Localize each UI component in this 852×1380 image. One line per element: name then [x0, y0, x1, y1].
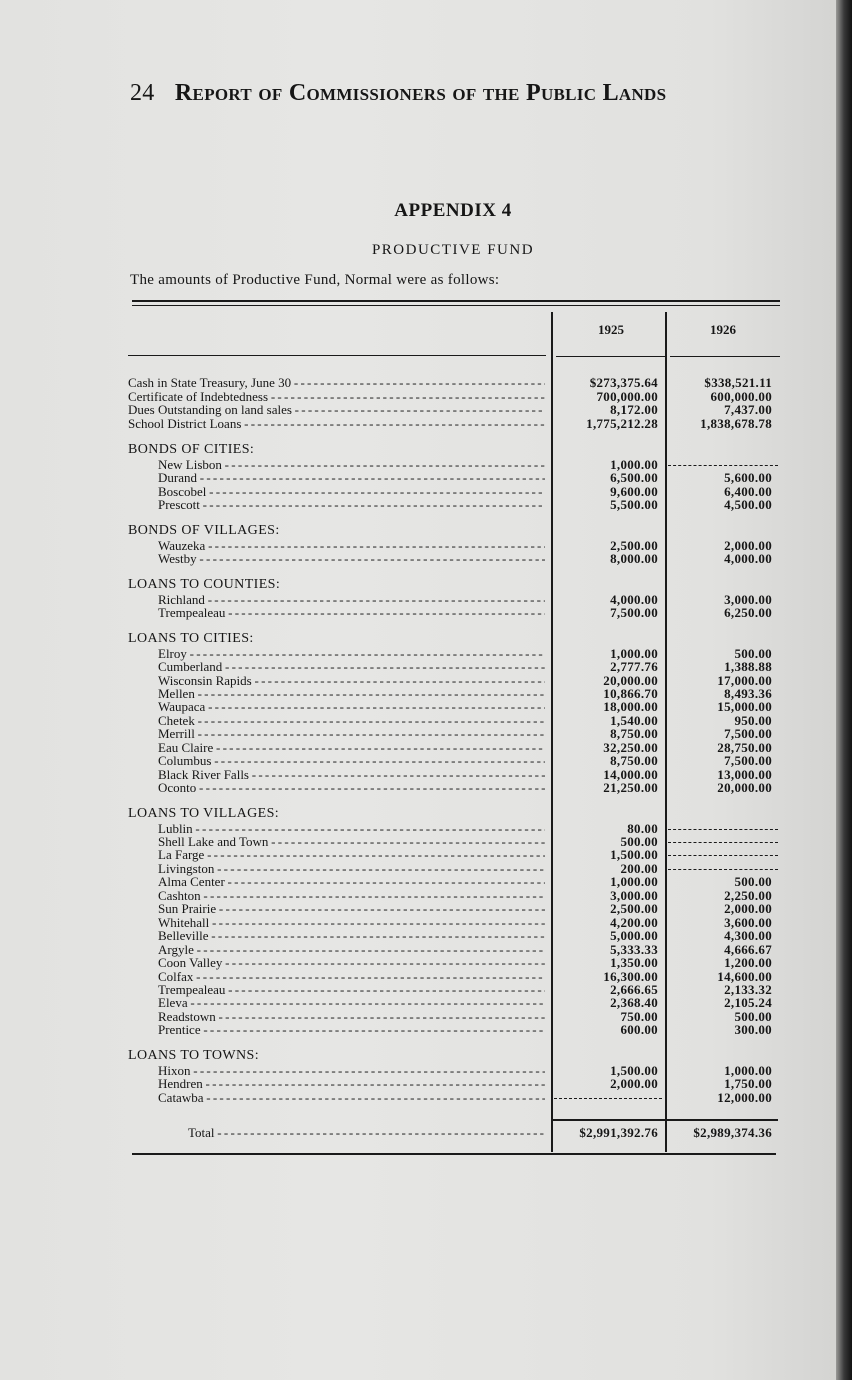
- row-label: Colfax - - -: [158, 970, 545, 984]
- value-1925: 9,600.00: [610, 483, 658, 499]
- value-1926: 13,000.00: [717, 766, 772, 782]
- row-label: Wisconsin Rapids - - -: [158, 674, 545, 688]
- value-1926: 2,000.00: [724, 537, 772, 553]
- table-row: [0, 943, 836, 957]
- value-1926: 28,750.00: [717, 739, 772, 755]
- row-label: Wauzeka - - -: [158, 539, 545, 553]
- appendix-title: APPENDIX 4: [394, 200, 512, 221]
- blank-entry-dashes: [668, 855, 778, 856]
- value-1926: 500.00: [734, 1008, 772, 1024]
- table-row: [0, 403, 836, 417]
- column-header-1925: 1925: [598, 322, 624, 337]
- table-row: [0, 539, 836, 553]
- value-1926: 14,600.00: [717, 968, 772, 984]
- value-1926: 4,000.00: [724, 551, 772, 567]
- row-label: Lublin - - -: [158, 822, 545, 836]
- value-1926: 300.00: [734, 1022, 772, 1038]
- section-heading: LOANS TO COUNTIES:: [128, 576, 281, 592]
- value-1925: 5,500.00: [610, 497, 658, 513]
- value-1925: 2,500.00: [610, 901, 658, 917]
- page-edge-shadow: [836, 0, 852, 1380]
- header-bottom-rule: [128, 355, 546, 356]
- table-row: [0, 916, 836, 930]
- table-row: [0, 727, 836, 741]
- value-1925: 2,368.40: [610, 995, 658, 1011]
- value-1925: 600.00: [620, 1022, 658, 1038]
- table-row: [0, 390, 836, 404]
- value-1925: 10,866.70: [603, 685, 658, 701]
- table-row: [0, 1064, 836, 1078]
- value-1925: 16,300.00: [603, 968, 658, 984]
- table-row: [0, 458, 836, 472]
- row-label: Mellen - - -: [158, 687, 545, 701]
- row-label: Sun Prairie - - -: [158, 902, 545, 916]
- row-label: Coon Valley - - -: [158, 956, 545, 970]
- row-label: Shell Lake and Town - - -: [158, 835, 545, 849]
- table-row: [0, 498, 836, 512]
- value-1926: 6,250.00: [724, 605, 772, 621]
- value-1925: 200.00: [620, 860, 658, 876]
- value-1925: 1,500.00: [610, 1062, 658, 1078]
- row-label: Oconto - - -: [158, 781, 545, 795]
- row-label: La Farge - - -: [158, 848, 545, 862]
- blank-entry-dashes: [668, 842, 778, 843]
- total-1925: $2,991,392.76: [579, 1125, 658, 1140]
- row-label: Prescott - - -: [158, 498, 545, 512]
- value-1926: 2,133.32: [724, 981, 772, 997]
- value-1925: 21,250.00: [603, 780, 658, 796]
- value-1925: 80.00: [627, 820, 658, 836]
- value-1925: 5,000.00: [610, 928, 658, 944]
- value-1926: 4,500.00: [724, 497, 772, 513]
- row-label: Cumberland - - -: [158, 660, 545, 674]
- value-1925: 2,500.00: [610, 537, 658, 553]
- page-number: 24: [130, 80, 155, 106]
- table-row: [0, 593, 836, 607]
- table-row: [0, 1023, 836, 1037]
- value-1925: 8,750.00: [610, 726, 658, 742]
- table-row: [0, 606, 836, 620]
- table-row: [0, 1077, 836, 1091]
- table-row: [0, 1091, 836, 1105]
- value-1926: $338,521.11: [704, 375, 772, 390]
- value-1926: 4,300.00: [724, 928, 772, 944]
- value-1925: 2,777.76: [610, 659, 658, 675]
- table-row: [0, 741, 836, 755]
- row-label: Cash in State Treasury, June 30 - - -: [128, 376, 545, 390]
- value-1926: 1,388.88: [724, 659, 772, 675]
- value-1925: 700,000.00: [596, 388, 658, 404]
- value-1925: 6,500.00: [610, 470, 658, 486]
- value-1926: 12,000.00: [717, 1089, 772, 1105]
- total-1926: $2,989,374.36: [693, 1125, 772, 1140]
- table-bottom-rule: [132, 1153, 776, 1155]
- blank-entry-dashes: [668, 829, 778, 830]
- value-1926: 4,666.67: [724, 941, 772, 957]
- value-1926: 7,500.00: [724, 753, 772, 769]
- value-1926: 3,600.00: [724, 914, 772, 930]
- table-row: [0, 889, 836, 903]
- value-1926: 15,000.00: [717, 699, 772, 715]
- value-1925: 1,000.00: [610, 645, 658, 661]
- row-label: Columbus - - -: [158, 754, 545, 768]
- row-label: Alma Center - - -: [158, 875, 545, 889]
- table-row: [0, 647, 836, 661]
- section-heading: BONDS OF CITIES:: [128, 442, 255, 457]
- value-1926: 500.00: [734, 874, 772, 890]
- table-row: [0, 754, 836, 768]
- table-row: [0, 996, 836, 1010]
- section-heading: LOANS TO CITIES:: [128, 630, 254, 646]
- table-row: [0, 862, 836, 876]
- table-row: [0, 1010, 836, 1024]
- value-1925: 14,000.00: [603, 766, 658, 782]
- row-label: Whitehall - - -: [158, 916, 545, 930]
- value-1925: 2,666.65: [610, 981, 658, 997]
- row-label: Belleville - - -: [158, 929, 545, 943]
- intro-text: The amounts of Productive Fund, Normal were as follows:: [130, 272, 500, 288]
- value-1925: 5,333.33: [610, 941, 658, 957]
- table-top-rule-2: [132, 305, 780, 306]
- table-row: [0, 956, 836, 970]
- value-1925: 1,000.00: [610, 457, 658, 472]
- value-1925: 20,000.00: [603, 672, 658, 688]
- row-label: Richland - - -: [158, 593, 545, 607]
- value-1925: 3,000.00: [610, 887, 658, 903]
- value-1926: 3,000.00: [724, 591, 772, 607]
- page-header: [130, 80, 730, 107]
- table-row: [0, 376, 836, 390]
- table-row: [0, 674, 836, 688]
- value-1926: 2,250.00: [724, 887, 772, 903]
- value-1926: 600,000.00: [710, 388, 772, 404]
- table-row: [0, 929, 836, 943]
- table-row: [0, 417, 836, 431]
- table-row: [0, 835, 836, 849]
- table-row: [0, 485, 836, 499]
- section-heading: BONDS OF VILLAGES:: [128, 522, 280, 538]
- value-1926: 1,750.00: [724, 1076, 772, 1092]
- row-label: Black River Falls - - -: [158, 768, 545, 782]
- table-row: [0, 875, 836, 889]
- value-1925: 4,200.00: [610, 914, 658, 930]
- row-label: Westby - - -: [158, 552, 545, 566]
- value-1926: 500.00: [734, 645, 772, 661]
- blank-entry-dashes: [668, 465, 778, 466]
- row-label: Cashton - - -: [158, 889, 545, 903]
- value-1926: 1,838,678.78: [700, 415, 772, 431]
- value-1925: 8,172.00: [610, 402, 658, 417]
- blank-entry-dashes: [668, 869, 778, 870]
- row-label: Certificate of Indebtedness - - -: [128, 390, 545, 404]
- section-heading: LOANS TO VILLAGES:: [128, 805, 280, 821]
- table-row: [0, 700, 836, 714]
- total-label: Total - - -: [188, 1126, 544, 1140]
- value-1926: 2,105.24: [724, 995, 772, 1011]
- table-row: [0, 902, 836, 916]
- row-label: Catawba - - -: [158, 1091, 545, 1105]
- blank-entry-dashes: [554, 1098, 662, 1099]
- row-label: Trempealeau - - -: [158, 983, 545, 997]
- value-1926: 17,000.00: [717, 672, 772, 688]
- value-1926: 8,493.36: [724, 685, 772, 701]
- table-row: [0, 552, 836, 566]
- row-label: School District Loans - - -: [128, 417, 545, 431]
- table-row: [0, 714, 836, 728]
- row-label: Eau Claire - - -: [158, 741, 545, 755]
- value-1925: 32,250.00: [603, 739, 658, 755]
- header-bottom-rule-1925: [556, 356, 666, 357]
- value-1925: 4,000.00: [610, 591, 658, 607]
- fund-subtitle: PRODUCTIVE FUND: [371, 242, 535, 258]
- value-1925: 750.00: [620, 1008, 658, 1024]
- value-1925: 8,750.00: [610, 753, 658, 769]
- column-header-1926: 1926: [710, 322, 736, 337]
- row-label: Trempealeau - - -: [158, 606, 545, 620]
- row-label: Hendren - - -: [158, 1077, 545, 1091]
- row-label: Chetek - - -: [158, 714, 545, 728]
- row-label: Livingston - - -: [158, 862, 545, 876]
- table-row: [0, 970, 836, 984]
- value-1926: 7,500.00: [724, 726, 772, 742]
- value-1925: 1,775,212.28: [586, 415, 658, 431]
- row-label: Prentice - - -: [158, 1023, 545, 1037]
- value-1926: 1,000.00: [724, 1062, 772, 1078]
- value-1926: 2,000.00: [724, 901, 772, 917]
- table-top-rule: [132, 300, 780, 302]
- value-1925: 1,500.00: [610, 847, 658, 863]
- value-1926: 7,437.00: [724, 402, 772, 417]
- table-row: [0, 660, 836, 674]
- value-1926: 6,400.00: [724, 483, 772, 499]
- table-row: [0, 983, 836, 997]
- report-title: Report of Commissioners of the Public Lands: [174, 80, 667, 106]
- value-1926: 1,200.00: [724, 955, 772, 971]
- value-1926: 20,000.00: [717, 780, 772, 796]
- table-row: [0, 471, 836, 485]
- section-heading: LOANS TO TOWNS:: [128, 1047, 259, 1063]
- row-label: Dues Outstanding on land sales - - -: [128, 403, 545, 417]
- row-label: Readstown - - -: [158, 1010, 545, 1024]
- value-1925: 18,000.00: [603, 699, 658, 715]
- table-row: [0, 768, 836, 782]
- value-1925: 1,000.00: [610, 874, 658, 890]
- total-top-rule: [552, 1119, 778, 1121]
- row-label: Boscobel - - -: [158, 485, 545, 499]
- value-1925: 500.00: [620, 834, 658, 849]
- value-1925: 1,350.00: [610, 955, 658, 971]
- header-bottom-rule-1926: [670, 356, 780, 357]
- value-1926: 5,600.00: [724, 470, 772, 486]
- value-1925: 2,000.00: [610, 1076, 658, 1092]
- row-label: Eleva - - -: [158, 996, 545, 1010]
- value-1925: 8,000.00: [610, 551, 658, 567]
- table-row: [0, 687, 836, 701]
- row-label: Merrill - - -: [158, 727, 545, 741]
- table-row: [0, 781, 836, 795]
- value-1925: 1,540.00: [610, 712, 658, 728]
- row-label: Hixon - - -: [158, 1064, 545, 1078]
- row-label: Waupaca - - -: [158, 700, 545, 714]
- value-1925: 7,500.00: [610, 605, 658, 621]
- table-row: [0, 822, 836, 836]
- row-label: Durand - - -: [158, 471, 545, 485]
- value-1926: 950.00: [734, 712, 772, 728]
- row-label: Argyle - - -: [158, 943, 545, 957]
- value-1925: $273,375.64: [589, 375, 658, 390]
- table-row: [0, 848, 836, 862]
- total-row: [0, 1126, 836, 1140]
- row-label: Elroy - - -: [158, 647, 545, 661]
- row-label: New Lisbon - - -: [158, 458, 545, 472]
